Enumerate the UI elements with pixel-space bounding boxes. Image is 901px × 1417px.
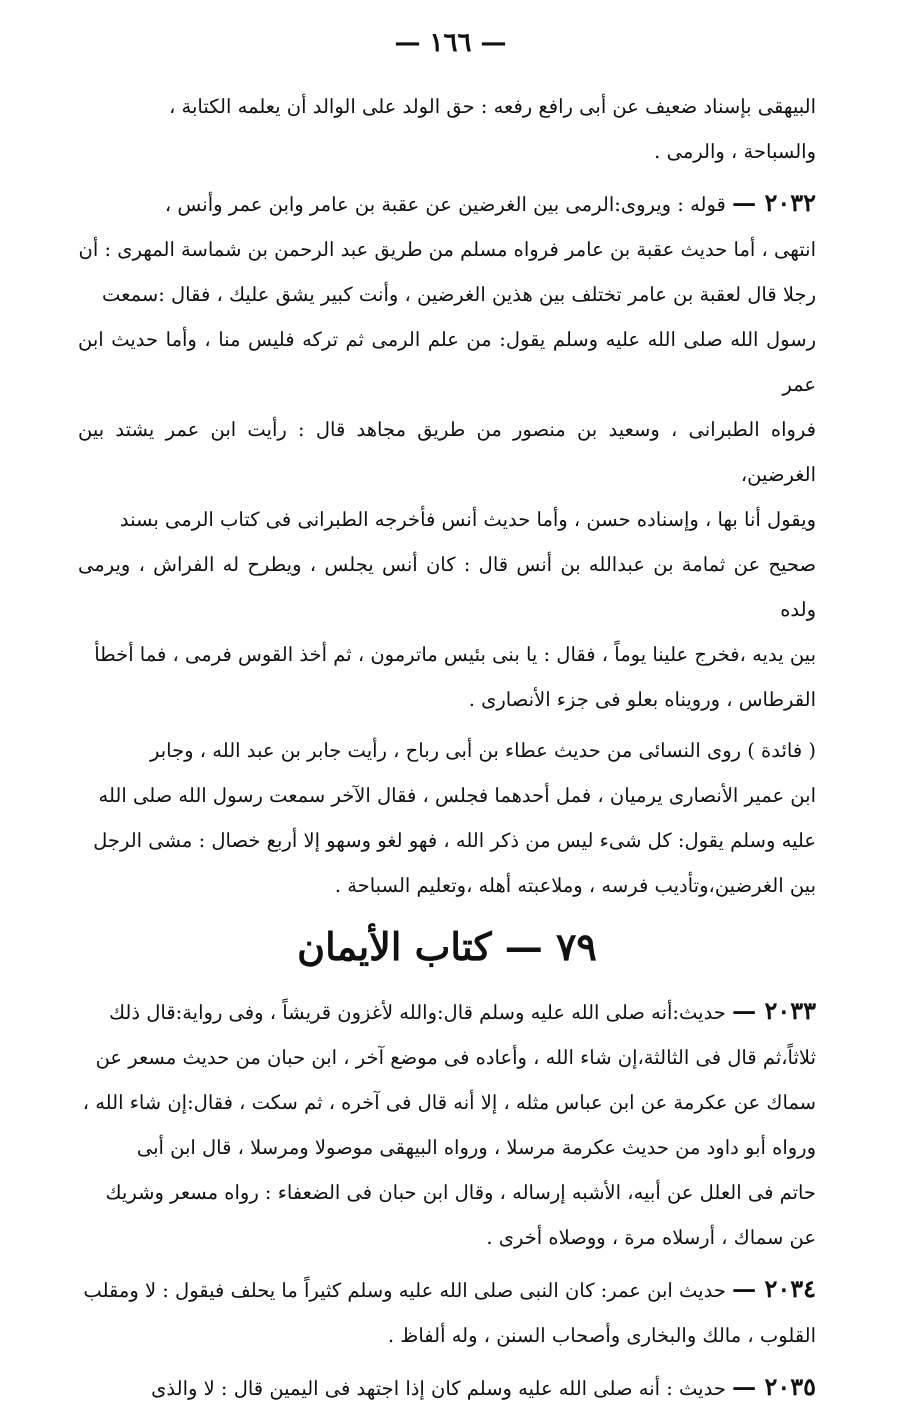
entry-number: ٢٠٣٣ — [732, 996, 816, 1025]
entry-2034 [78, 1266, 816, 1358]
text-line: بين يديه ،فخرج علينا يوماً ، فقال : يا بنى بئيس ماترمون ، ثم أخذ القوس فرمى ، فما أخطأ [94, 643, 816, 666]
text-line [78, 988, 816, 1035]
entry-2032 [78, 180, 816, 722]
entry-text: حديث:أنه صلى الله عليه وسلم قال:والله لأغزون قريشاً ، وفى رواية:قال ذلك [108, 1001, 726, 1024]
text-line: والسباحة ، والرمى . [654, 140, 816, 163]
entry-text: حديث : أنه صلى الله عليه وسلم كان إذا اجتهد فى اليمين قال : لا والذى [151, 1377, 726, 1400]
text-line: القلوب ، مالك والبخارى وأصحاب السنن ، وله ألفاظ . [387, 1324, 816, 1347]
text-line [78, 180, 816, 227]
text-line: صحيح عن ثمامة بن عبدالله بن أنس قال : كان أنس يجلس ، ويطرح له الفراش ، ويرمى ولده [78, 553, 816, 621]
text-line: ورواه أبو داود من حديث عكرمة مرسلا ، ورواه البيهقى موصولا ومرسلا ، قال ابن أبى [136, 1136, 816, 1159]
text-line: ويقول أنا بها ، وإسناده حسن ، وأما حديث أنس فأخرجه الطبرانى فى كتاب الرمى بسند [119, 508, 816, 531]
entry-text: حديث ابن عمر: كان النبى صلى الله عليه وسلم كثيراً ما يحلف فيقول : لا ومقلب [83, 1279, 726, 1302]
text-line: القرطاس ، ورويناه بعلو فى جزء الأنصارى . [468, 688, 816, 711]
text-line: انتهى ، أما حديث عقبة بن عامر فرواه مسلم من طريق عبد الرحمن بن شماسة المهرى : أن [78, 238, 816, 261]
text-line: عن سماك ، أرسلاه مرة ، ووصلاه أخرى . [486, 1226, 816, 1249]
text-line [78, 1266, 816, 1313]
text-line: فرواه الطبرانى ، وسعيد بن منصور من طريق مجاهد قال : رأيت ابن عمر يشتد بين الغرضين، [78, 418, 816, 486]
text-line: ابن عمير الأنصارى يرميان ، فمل أحدهما فجلس ، فقال الآخر سمعت رسول الله صلى الله [98, 784, 816, 807]
page-content [78, 84, 816, 1417]
text-line: رسول الله صلى الله عليه وسلم يقول: من علم الرمى ثم تركه فليس منا ، وأما حديث ابن عمر [78, 328, 816, 396]
page-number: — ١٦٦ — [394, 28, 507, 58]
text-line: عليه وسلم يقول: كل شىء ليس من ذكر الله ، فهو لغو وسهو إلا أربع خصال : مشى الرجل [93, 829, 816, 852]
entry-number: ٢٠٣٢ — [732, 188, 816, 217]
chapter-title: ٧٩ — كتاب الأيمان [297, 924, 597, 969]
text-line: سماك عن عكرمة عن ابن عباس مثله ، إلا أنه قال فى آخره ، ثم سكت ، فقال:إن شاء الله ، [82, 1091, 816, 1114]
entry-number: ٢٠٣٥ — [732, 1372, 816, 1401]
continuation-paragraph [78, 84, 816, 174]
text-line: بين الغرضين،وتأديب فرسه ، وملاعبته أهله ،وتعليم السباحة . [334, 874, 816, 897]
text-line: البيهقى بإسناد ضعيف عن أبى رافع رفعه : حق الولد على الوالد أن يعلمه الكتابة ، [169, 95, 816, 118]
text-line: حاتم فى العلل عن أبيه، الأشبه إرساله ، وقال ابن حبان فى الضعفاء : رواه مسعر وشريك [105, 1181, 816, 1204]
entry-2035 [78, 1364, 816, 1411]
text-line: رجلا قال لعقبة بن عامر تختلف بين هذين الغرضين ، وأنت كبير يشق عليك ، فقال :سمعت [102, 283, 816, 306]
entry-text: قوله : ويروى:الرمى بين الغرضين عن عقبة بن عامر وابن عمر وأنس ، [164, 193, 726, 216]
entry-2033 [78, 988, 816, 1260]
faida-paragraph [78, 728, 816, 908]
text-line [78, 1364, 816, 1411]
text-line: ( فائدة ) روى النسائى من حديث عطاء بن أبى رباح ، رأيت جابر بن عبد الله ، وجابر [150, 739, 816, 762]
entry-number: ٢٠٣٤ — [732, 1274, 816, 1303]
text-line: ثلاثاً،ثم قال فى الثالثة،إن شاء الله ، وأعاده فى موضع آخر ، ابن حبان من حديث مسعر عن [95, 1046, 816, 1069]
